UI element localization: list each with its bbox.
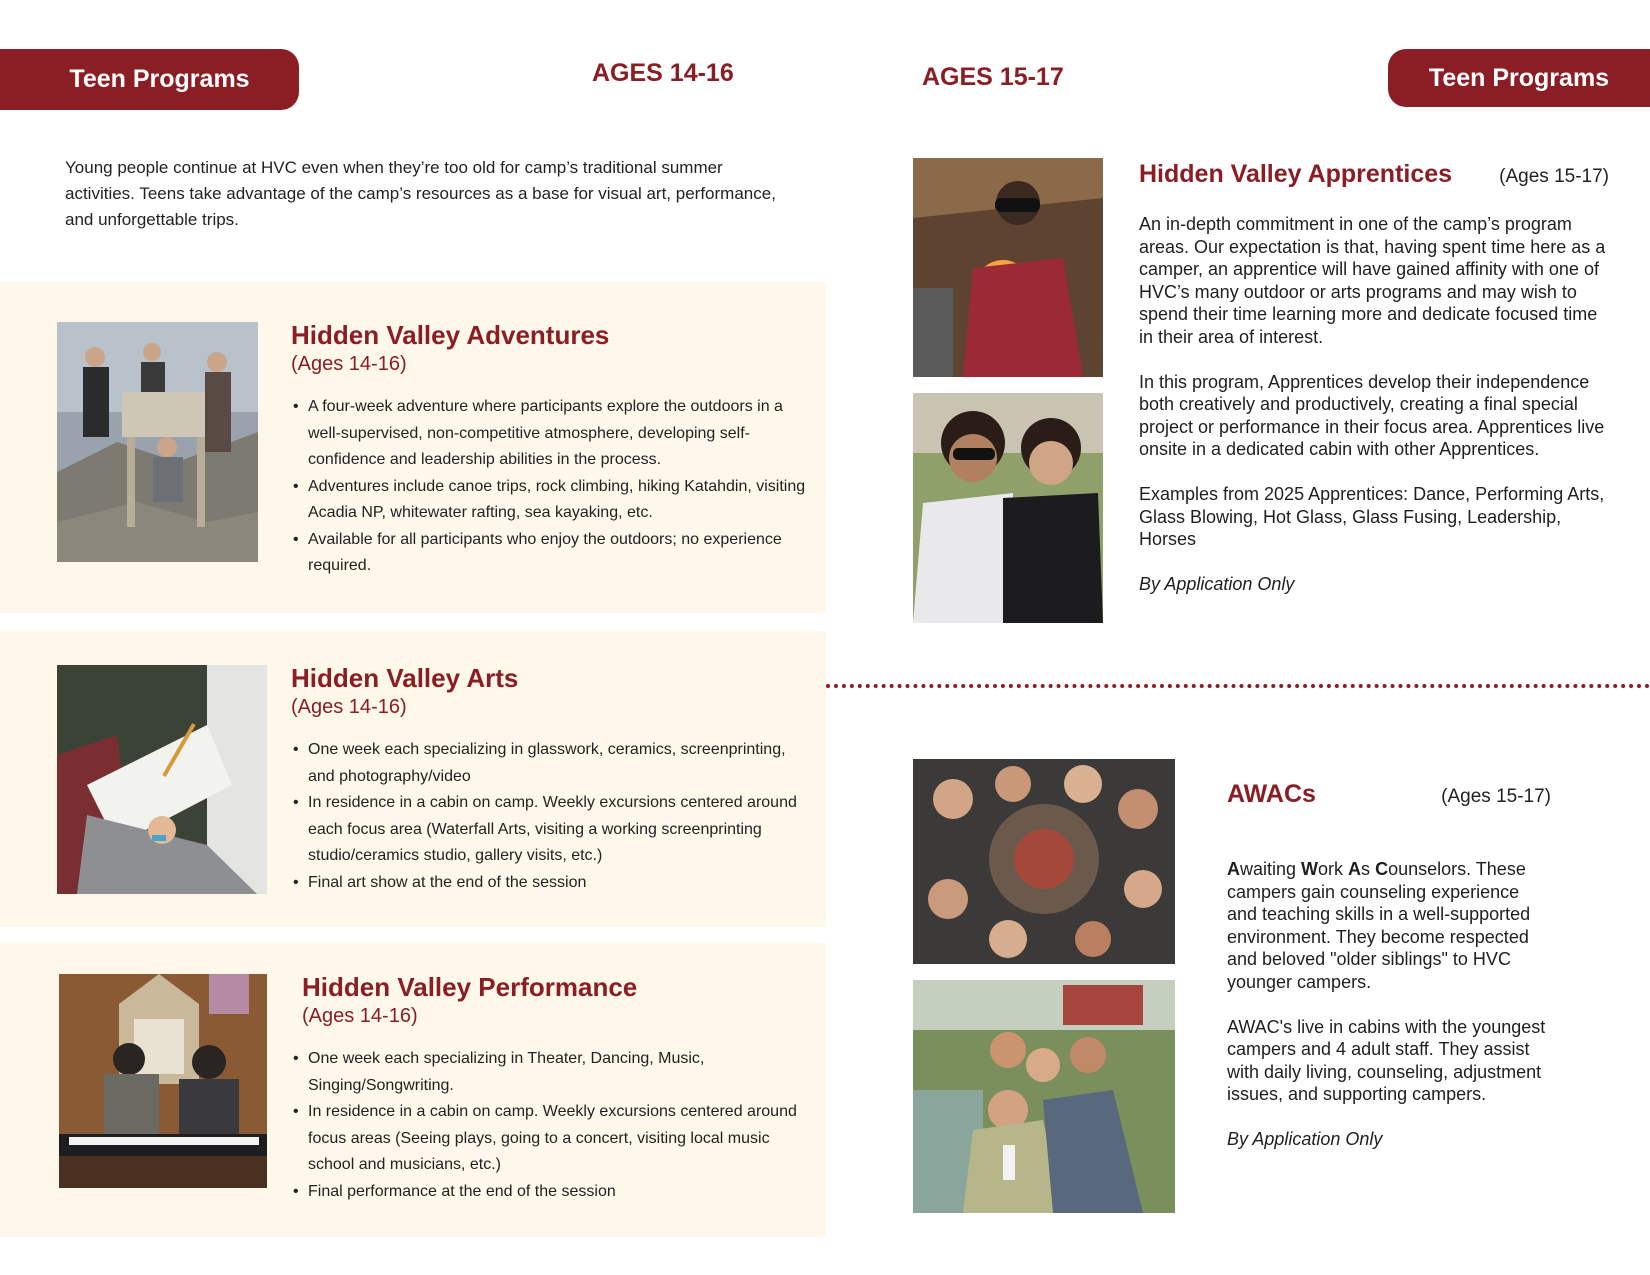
ages-heading-14-16: AGES 14-16	[592, 59, 734, 87]
apprentices-application-note: By Application Only	[1139, 573, 1295, 594]
awacs-paragraph	[1227, 858, 1551, 994]
acronym-initial: C	[1375, 859, 1389, 879]
teen-programs-tab-right	[1388, 49, 1650, 107]
apprentices-block	[1139, 160, 1609, 617]
arts-title: Hidden Valley Arts	[291, 663, 519, 693]
performance-ages: (Ages 14-16)	[302, 1005, 418, 1027]
intro-paragraph: Young people continue at HVC even when they’re too old for camp’s traditional summer activities. Teens take advantage of the camp’s resources as a base for visual art, performance, and unforgettable trips.	[65, 158, 776, 229]
acronym-rest: ork	[1318, 859, 1349, 879]
awacs-title: AWACs	[1227, 780, 1316, 808]
list-item: • One week each specializing in Theater, Dancing, Music, Singing/Songwriting.	[291, 1046, 812, 1099]
ages-heading-15-17: AGES 15-17	[922, 63, 1064, 91]
performance-bullets	[291, 1046, 812, 1205]
list-item: • In residence in a cabin on camp. Weekly excursions centered around each focus area (Waterfall Arts, visiting a working screenprinting studio/ceramics studio, gallery visits, etc.)	[291, 790, 811, 870]
list-item: • Adventures include canoe trips, rock climbing, hiking Katahdin, visiting Acadia NP, whitewater rafting, sea kayaking, etc.	[291, 474, 811, 527]
acronym-initial: A	[1348, 859, 1362, 879]
apprentices-photo-friends	[913, 393, 1103, 623]
apprentices-paragraph: Examples from 2025 Apprentices: Dance, Performing Arts, Glass Blowing, Hot Glass, Glass Fusing, Leadership, Horses	[1139, 483, 1605, 550]
teen-programs-label: Teen Programs	[1428, 63, 1610, 92]
adventures-ages: (Ages 14-16)	[291, 353, 407, 375]
awacs-block	[1227, 780, 1551, 1173]
apprentices-header	[1139, 160, 1609, 189]
adventures-bullets	[291, 394, 811, 580]
awacs-ages: (Ages 15-17)	[1441, 786, 1551, 807]
arts-bullets	[291, 737, 811, 896]
adventures-photo	[57, 322, 258, 562]
awacs-body	[1227, 858, 1551, 1151]
awacs-header	[1227, 780, 1551, 809]
teen-programs-label: Teen Programs	[69, 65, 250, 93]
teen-programs-tab-left	[0, 49, 299, 110]
awacs-photo-group	[913, 980, 1175, 1213]
arts-ages: (Ages 14-16)	[291, 696, 407, 718]
awacs-paragraph: AWAC's live in cabins with the youngest campers and 4 adult staff. They assist with daily living, counseling, adjustment issues, and supporting campers.	[1227, 1016, 1546, 1105]
arts-block	[291, 663, 811, 896]
acronym-initial: A	[1227, 859, 1240, 879]
awacs-photo-circle	[913, 759, 1175, 964]
acronym-rest: ounselors.	[1388, 859, 1472, 879]
apprentices-title: Hidden Valley Apprentices	[1139, 160, 1453, 188]
adventures-block	[291, 320, 811, 580]
apprentices-body	[1139, 213, 1609, 595]
list-item: • Final art show at the end of the session	[291, 870, 811, 897]
adventures-title: Hidden Valley Adventures	[291, 320, 610, 350]
apprentices-paragraph: An in-depth commitment in one of the camp’s program areas. Our expectation is that, having spent time here as a camper, an apprentice will have gained affinity with one of HVC’s many outdoor or arts programs and may wish to spend their time learning more and dedicate focused time in their area of interest.	[1139, 214, 1606, 347]
acronym-rest: waiting	[1240, 859, 1302, 879]
performance-title: Hidden Valley Performance	[302, 972, 638, 1002]
apprentices-paragraph: In this program, Apprentices develop their independence both creatively and productively, creating a final special project or performance in their focus area. Apprentices live onsite in a dedicated cabin with other Apprentices.	[1139, 371, 1605, 460]
apprentices-ages: (Ages 15-17)	[1499, 166, 1609, 187]
list-item: • Final performance at the end of the session	[291, 1179, 812, 1206]
section-divider	[826, 684, 1650, 688]
awacs-intro-text: These campers gain counseling experience and teaching skills in a well-supported environment. They become respected and beloved "older siblings" to HVC younger campers.	[1227, 859, 1531, 992]
performance-block	[302, 972, 812, 1205]
performance-photo	[59, 974, 267, 1188]
awacs-application-note: By Application Only	[1227, 1128, 1383, 1149]
list-item: • A four-week adventure where participants explore the outdoors in a well-supervised, non-competitive atmosphere, developing self-confidence and leadership abilities in the process.	[291, 394, 811, 474]
list-item: • One week each specializing in glasswork, ceramics, screenprinting, and photography/video	[291, 737, 811, 790]
list-item: • Available for all participants who enjoy the outdoors; no experience required.	[291, 527, 811, 580]
acronym-initial: W	[1301, 859, 1319, 879]
arts-photo	[57, 665, 267, 894]
list-item: • In residence in a cabin on camp. Weekly excursions centered around focus areas (Seeing plays, going to a concert, visiting local music school and musicians, etc.)	[291, 1099, 812, 1179]
apprentices-photo-glassblowing	[913, 158, 1103, 377]
acronym-rest: s	[1361, 859, 1376, 879]
